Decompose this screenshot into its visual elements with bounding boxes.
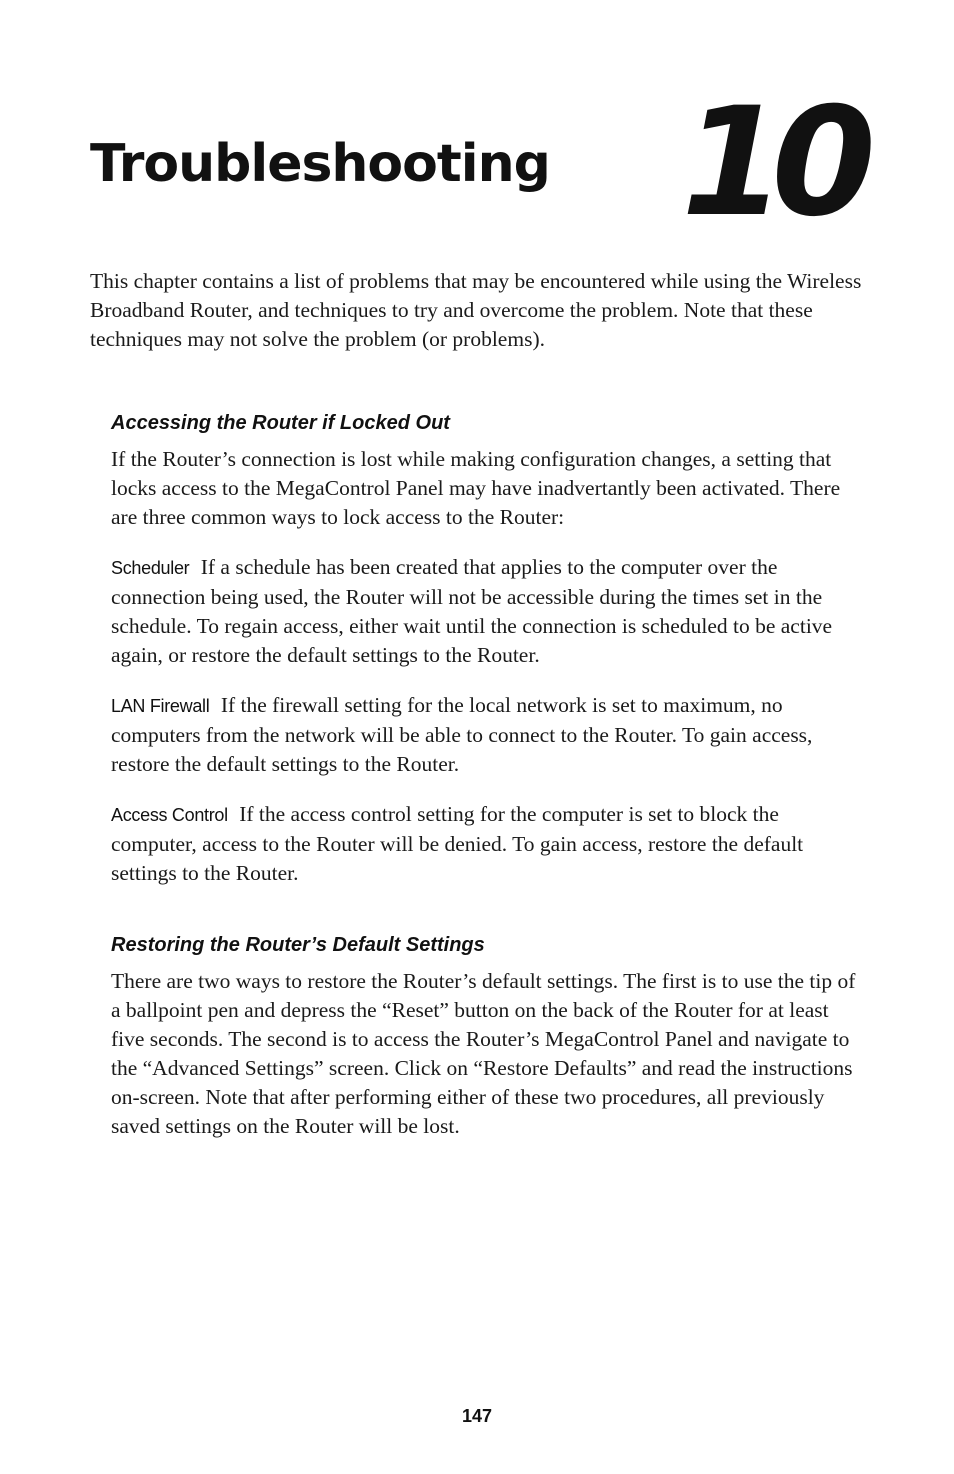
section-heading-locked-out: Accessing the Router if Locked Out	[111, 412, 450, 434]
section-heading-restore: Restoring the Router’s Default Settings	[111, 934, 485, 956]
page-number: 147	[461, 1406, 493, 1426]
chapter-title: Troubleshooting	[90, 134, 550, 194]
definition-term: LAN Firewall	[111, 696, 210, 716]
definition-text: If the access control setting for the computer is set to block the computer, access to the Router will be denied. To gain access, restore the default settings to the Router.	[111, 802, 804, 885]
definition-item	[111, 800, 863, 888]
definition-term: Access Control	[111, 805, 228, 825]
definition-term: Scheduler	[111, 558, 190, 578]
section-restore	[111, 931, 863, 1162]
definition-item	[111, 691, 863, 779]
definition-item	[111, 553, 863, 670]
restore-body: There are two ways to restore the Router’s default settings. The first is to use the tip of a ballpoint pen and depress the “Reset” button on the back of the Router for at least five seconds. The second is to access the Router’s MegaControl Panel and navigate to the “Advanced Settings” screen. Click on “Restore Defaults” and read the instructions on-screen. Note that after performing either of these two procedures, all previously saved settings on the Router will be lost.	[111, 969, 856, 1138]
definition-text: If the firewall setting for the local network is set to maximum, no computers from the network will be able to connect to the Router. To gain access, restore the default settings to the Router.	[111, 693, 813, 776]
chapter-number: 10	[681, 76, 862, 250]
definition-text: If a schedule has been created that applies to the computer over the connection being used, the Router will not be accessible during the times set in the schedule. To regain access, either wait until the connection is scheduled to be active again, or restore the default settings to the Router.	[111, 555, 833, 667]
locked-out-body: If the Router’s connection is lost while making configuration changes, a setting that locks access to the MegaControl Panel may have inadvertantly been activated. There are three common ways to lock access to the Router:	[111, 447, 841, 529]
intro-paragraph: This chapter contains a list of problems that may be encountered while using the Wireless Broadband Router, and techniques to try and overcome the problem. Note that these techniques may not solve the problem (or problems).	[90, 269, 862, 351]
section-locked-out	[111, 409, 863, 909]
